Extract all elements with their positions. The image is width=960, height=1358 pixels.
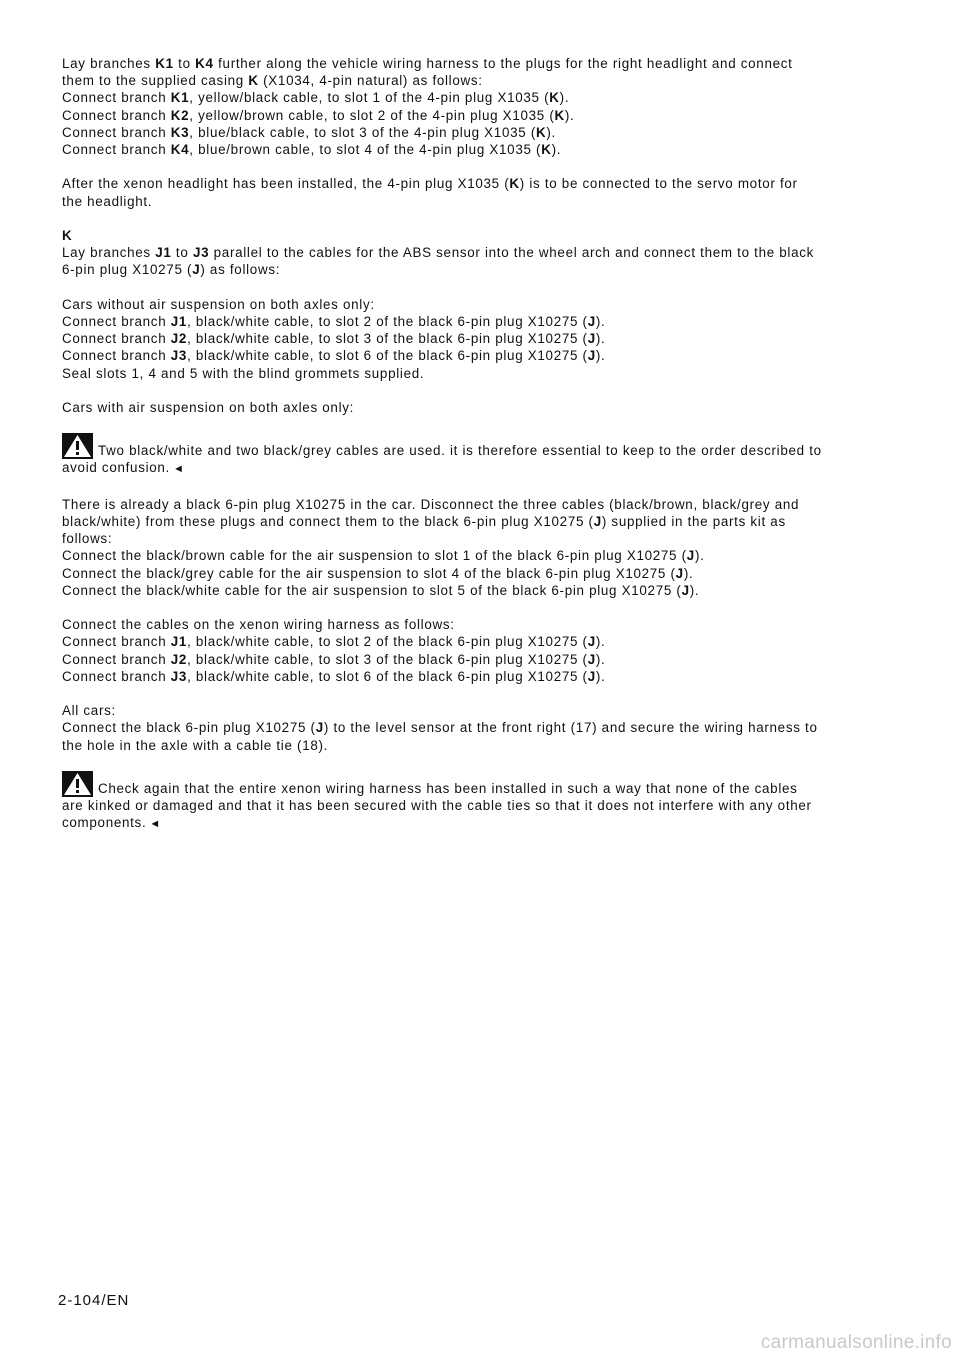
page-number: 2-104/EN bbox=[58, 1292, 130, 1309]
text-line: Lay branches K1 to K4 further along the vehicle wiring harness to the plugs for the right headlight and connect bbox=[62, 56, 793, 71]
paragraph-xenon-harness-cables bbox=[62, 616, 892, 685]
paragraph-j-branches bbox=[62, 227, 892, 279]
bold-reference: J bbox=[587, 634, 596, 650]
text-line: them to the supplied casing K (X1034, 4-pin natural) as follows: bbox=[62, 73, 483, 89]
text-line: Cars with air suspension on both axles only: bbox=[62, 400, 355, 415]
paragraph-air-suspension-heading bbox=[62, 399, 892, 416]
bold-reference: K2 bbox=[170, 107, 190, 123]
bold-reference: J1 bbox=[170, 314, 188, 329]
bold-reference: J3 bbox=[170, 668, 188, 684]
bold-reference: J1 bbox=[155, 245, 172, 261]
text-line: Connect branch K4, blue/brown cable, to slot 4 of the 4-pin plug X1035 (K). bbox=[62, 142, 562, 158]
bold-reference: K4 bbox=[195, 56, 214, 71]
text-line: Connect branch J2, black/white cable, to slot 3 of the black 6-pin plug X10275 (J). bbox=[62, 651, 606, 667]
text-line: 6-pin plug X10275 (J) as follows: bbox=[62, 262, 281, 278]
text-line: Connect the black/white cable for the air suspension to slot 5 of the black 6-pin plug X10275 (J). bbox=[62, 582, 700, 598]
text-line: Connect branch J1, black/white cable, to slot 2 of the black 6-pin plug X10275 (J). bbox=[62, 314, 606, 329]
paragraph-no-air-suspension bbox=[62, 296, 892, 382]
text-line: components. ◄ bbox=[62, 814, 892, 833]
text-line: Connect the black/brown cable for the air suspension to slot 1 of the black 6-pin plug X10275 (J). bbox=[62, 548, 705, 564]
bold-reference: K bbox=[549, 90, 560, 106]
text-line: Check again that the entire xenon wiring harness has been installed in such a way that none of the cables bbox=[62, 771, 892, 797]
text-line: Two black/white and two black/grey cables are used. it is therefore essential to keep to the order described to bbox=[62, 433, 892, 459]
text-line: black/white) from these plugs and connect them to the black 6-pin plug X10275 (J) supplied in the parts kit as bbox=[62, 513, 786, 529]
bold-reference: J3 bbox=[170, 348, 188, 364]
paragraph-xenon-servo bbox=[62, 175, 892, 209]
paragraph-k-branches bbox=[62, 55, 892, 158]
text-line: Connect branch J3, black/white cable, to slot 6 of the black 6-pin plug X10275 (J). bbox=[62, 668, 606, 684]
bold-reference: J bbox=[681, 582, 690, 598]
text-line: Connect the black/grey cable for the air suspension to slot 4 of the black 6-pin plug X10275 (J). bbox=[62, 565, 694, 581]
bold-reference: J bbox=[587, 651, 596, 667]
text-line: avoid confusion. ◄ bbox=[62, 459, 892, 478]
paragraph-all-cars bbox=[62, 702, 892, 754]
bold-reference: K bbox=[248, 73, 259, 89]
document-body bbox=[62, 55, 892, 851]
text-line: Connect branch K3, blue/black cable, to slot 3 of the 4-pin plug X1035 (K). bbox=[62, 124, 556, 140]
text-line: Connect branch J2, black/white cable, to slot 3 of the black 6-pin plug X10275 (J). bbox=[62, 331, 606, 347]
text-line: Connect branch J1, black/white cable, to slot 2 of the black 6-pin plug X10275 (J). bbox=[62, 634, 606, 650]
text-line: follows: bbox=[62, 531, 113, 547]
bold-reference: J3 bbox=[192, 245, 210, 261]
text-line: Connect branch K1, yellow/black cable, to slot 1 of the 4-pin plug X1035 (K). bbox=[62, 90, 570, 106]
text-line: Cars without air suspension on both axles only: bbox=[62, 296, 375, 312]
bold-reference: K bbox=[541, 142, 552, 158]
bold-reference: K bbox=[509, 176, 520, 192]
watermark: carmanualsonline.info bbox=[760, 1332, 952, 1353]
bold-reference: J bbox=[686, 548, 695, 564]
text-line: the headlight. bbox=[62, 193, 153, 209]
warning-triangle-icon bbox=[62, 771, 93, 797]
bold-reference: J2 bbox=[170, 651, 188, 667]
bold-reference: J bbox=[593, 513, 602, 529]
bold-reference: K bbox=[62, 228, 73, 243]
warning-note-harness-check bbox=[62, 771, 892, 833]
warning-note-cable-order bbox=[62, 433, 892, 478]
text-line: are kinked or damaged and that it has been secured with the cable ties so that it does not interfere with any other bbox=[62, 797, 812, 813]
text-line: There is already a black 6-pin plug X10275 in the car. Disconnect the three cables (black/brown, black/grey and bbox=[62, 496, 800, 512]
end-of-warning-icon: ◄ bbox=[149, 818, 161, 831]
paragraph-existing-plug bbox=[62, 496, 892, 599]
bold-reference: J bbox=[587, 668, 596, 684]
text-line: Connect the black 6-pin plug X10275 (J) to the level sensor at the front right (17) and secure the wiring harness to bbox=[62, 720, 818, 736]
bold-reference: K4 bbox=[170, 142, 190, 158]
bold-reference: J bbox=[192, 262, 201, 278]
bold-reference: K3 bbox=[170, 124, 190, 140]
warning-triangle-icon bbox=[62, 433, 93, 459]
bold-reference: J bbox=[587, 314, 596, 329]
bold-reference: K bbox=[535, 124, 547, 140]
text-line: Connect the cables on the xenon wiring harness as follows: bbox=[62, 617, 455, 633]
bold-reference: K1 bbox=[170, 90, 190, 106]
bold-reference: J2 bbox=[170, 331, 188, 347]
text-line: the hole in the axle with a cable tie (18). bbox=[62, 737, 329, 753]
bold-reference: J bbox=[587, 348, 596, 364]
bold-reference: J1 bbox=[170, 634, 188, 650]
text-line: Seal slots 1, 4 and 5 with the blind grommets supplied. bbox=[62, 365, 425, 381]
end-of-warning-icon: ◄ bbox=[172, 463, 185, 476]
bold-reference: J bbox=[675, 565, 684, 581]
text-line: Connect branch K2, yellow/brown cable, to slot 2 of the 4-pin plug X1035 (K). bbox=[62, 107, 575, 123]
bold-reference: K bbox=[554, 107, 565, 123]
bold-reference: J bbox=[587, 331, 596, 347]
bold-reference: K1 bbox=[155, 56, 174, 71]
text-line: Connect branch J3, black/white cable, to slot 6 of the black 6-pin plug X10275 (J). bbox=[62, 348, 606, 364]
text-line: All cars: bbox=[62, 703, 116, 719]
text-line: Lay branches J1 to J3 parallel to the cables for the ABS sensor into the wheel arch and connect them to the black bbox=[62, 245, 815, 261]
bold-reference: J bbox=[315, 720, 324, 736]
text-line bbox=[62, 227, 892, 244]
text-line: After the xenon headlight has been installed, the 4-pin plug X1035 (K) is to be connected to the servo motor for bbox=[62, 176, 798, 192]
